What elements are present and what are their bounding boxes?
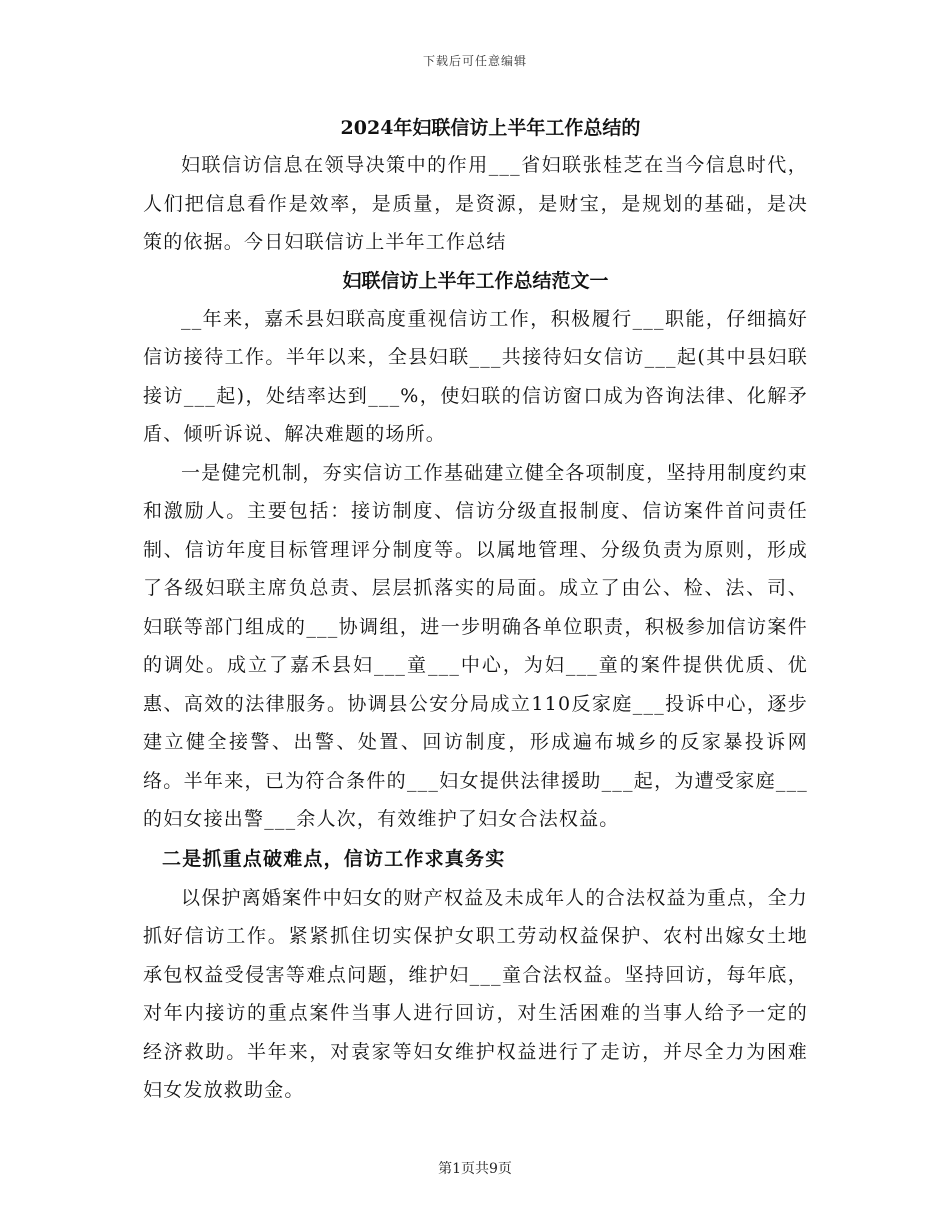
- section-heading-2: 二是抓重点破难点，信访工作求真务实: [162, 847, 506, 870]
- document-body: [143, 110, 808, 1110]
- paragraph-2: 一是健完机制，夯实信访工作基础建立健全各项制度，坚持用制度约束和激励人。主要包括：接访制度、信访分级直报制度、信访案件首问责任制、信访年度目标管理评分制度等。以属地管理、分级负责为原则，形成了各级妇联主席负总责、层层抓落实的局面。成立了由公、检、法、司、妇联等部门组成的___协调组，进一步明确各单位职责，积极参加信访案件的调处。成立了嘉禾县妇___童___中心，为妇___童的案件提供优质、优惠、高效的法律服务。协调县公安分局成立110反家庭___投诉中心，逐步建立健全接警、出警、处置、回访制度，形成遍布城乡的反家暴投诉网络。半年来，已为符合条件的___妇女提供法律援助___起，为遭受家庭___的妇女接出警___余人次，有效维护了妇女合法权益。: [143, 461, 808, 830]
- paragraph-3: 以保护离婚案件中妇女的财产权益及未成年人的合法权益为重点，全力抓好信访工作。紧紧抓住切实保护女职工劳动权益保护、农村出嫁女土地承包权益受侵害等难点问题，维护妇___童合法权益。坚持回访，每年底，对年内接访的重点案件当事人进行回访，对生活困难的当事人给予一定的经济救助。半年来，对袁家等妇女维护权益进行了走访，并尽全力为困难妇女发放救助金。: [143, 886, 808, 1101]
- paragraph-1: __年来，嘉禾县妇联高度重视信访工作，积极履行___职能，仔细搞好信访接待工作。半年以来，全县妇联___共接待妇女信访___起(其中县妇联接访___起)，处结率达到___%，使妇联的信访窗口成为咨询法律、化解矛盾、倾听诉说、解决难题的场所。: [143, 307, 808, 445]
- intro-paragraph: 妇联信访信息在领导决策中的作用___省妇联张桂芝在当今信息时代，人们把信息看作是效率，是质量，是资源，是财宝，是规划的基础，是决策的依据。今日妇联信访上半年工作总结: [143, 154, 808, 253]
- document-title: 2024年妇联信访上半年工作总结的: [340, 117, 641, 139]
- page-number: 第1页共9页: [438, 1161, 512, 1177]
- page-header-note: 下载后可任意编辑: [422, 54, 527, 68]
- section-title: 妇联信访上半年工作总结范文一: [342, 269, 609, 292]
